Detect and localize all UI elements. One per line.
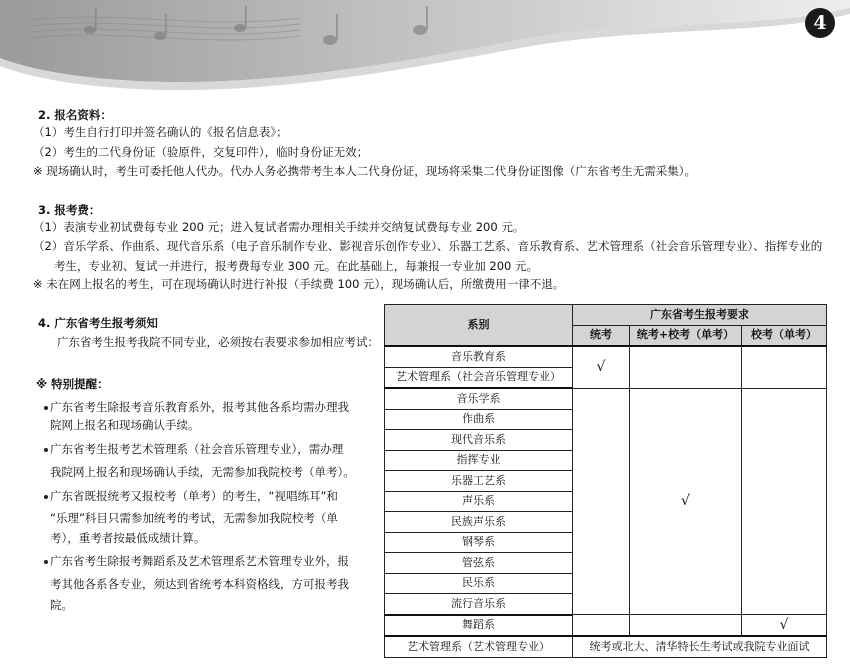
section-4-intro: 广东省考生报考我院不同专业，必须按右表要求参加相应考试： — [57, 335, 379, 349]
department-cell: 艺术管理系（社会音乐管理专业） — [385, 367, 573, 388]
bullet-icon — [44, 448, 48, 452]
department-cell: 指挥专业 — [385, 450, 573, 471]
section-2-note: ※ 现场确认时，考生可委托他人代办。代办人务必携带考生本人二代身份证，现场将采集二代身份证图像（广东省考生无需采集）。 — [33, 164, 697, 178]
section-3-line: 考生，专业初、复试一并进行，报考费每专业 300 元。在此基础上，每兼报一专业加 200 元。 — [54, 259, 539, 273]
reminder-item: 广东省考生报考艺术管理系（社会音乐管理专业），需办理 — [50, 442, 344, 456]
section-3-note: ※ 未在网上报名的考生，可在现场确认时进行补报（手续费 100 元），现场确认后，所缴费用一律不退。 — [33, 277, 565, 291]
department-cell: 钢琴系 — [385, 532, 573, 553]
header-unified-plus-school: 统考+校考（单考） — [630, 325, 742, 346]
reminder-item: 广东省既报统考又报校考（单考）的考生，“视唱练耳”和 — [50, 489, 338, 503]
section-2-line: （1）考生自行打印并签名确认的《报名信息表》； — [33, 125, 288, 139]
department-cell: 作曲系 — [385, 409, 573, 430]
check-mark: √ — [742, 615, 827, 637]
empty-cell — [573, 388, 630, 615]
requirement-text: 统考或北大、清华特长生考试或我院专业面试 — [573, 636, 827, 657]
check-mark: √ — [630, 388, 742, 615]
empty-cell — [630, 615, 742, 637]
empty-cell — [742, 346, 827, 388]
section-4-title: 4. 广东省考生报考须知 — [38, 316, 158, 330]
department-cell: 舞蹈系 — [385, 615, 573, 637]
department-cell: 音乐学系 — [385, 388, 573, 409]
department-cell: 流行音乐系 — [385, 594, 573, 615]
header-school-exam: 校考（单考） — [742, 325, 827, 346]
department-cell: 民乐系 — [385, 573, 573, 594]
department-cell: 管弦系 — [385, 553, 573, 574]
reminder-item: 广东省考生除报考舞蹈系及艺术管理系艺术管理专业外，报 — [50, 554, 349, 568]
department-cell: 民族声乐系 — [385, 512, 573, 533]
header-department: 系别 — [385, 305, 573, 347]
requirements-table — [384, 304, 827, 658]
department-cell: 艺术管理系（艺术管理专业） — [385, 636, 573, 657]
department-cell: 乐器工艺系 — [385, 471, 573, 492]
section-3-line: （2）音乐学系、作曲系、现代音乐系（电子音乐制作专业、影视音乐创作专业）、乐器工艺系、音乐教育系、艺术管理系（社会音乐管理专业）、指挥专业的 — [33, 239, 823, 253]
reminder-item: 院。 — [50, 598, 73, 612]
empty-cell — [573, 615, 630, 637]
header-banner — [0, 0, 850, 95]
page-number: 4 — [805, 8, 835, 38]
bullet-icon — [44, 560, 48, 564]
section-3-title: 3. 报考费： — [38, 203, 101, 217]
reminder-item: 考），重考者按最低成绩计算。 — [50, 531, 206, 545]
header-requirements: 广东省考生报考要求 — [573, 305, 827, 326]
reminder-title: ※ 特别提醒： — [36, 377, 109, 391]
department-cell: 音乐教育系 — [385, 346, 573, 367]
department-cell: 声乐系 — [385, 491, 573, 512]
empty-cell — [742, 388, 827, 615]
reminder-item: 广东省考生除报考音乐教育系外，报考其他各系均需办理我 — [50, 400, 349, 414]
empty-cell — [630, 346, 742, 388]
header-unified-exam: 统考 — [573, 325, 630, 346]
reminder-item: “乐理”科目只需参加统考的考试，无需参加我院校考（单 — [50, 511, 338, 525]
reminder-item: 考其他各系各专业，须达到省统考本科资格线，方可报考我 — [50, 577, 349, 591]
section-2-line: （2）考生的二代身份证（验原件，交复印件），临时身份证无效； — [33, 145, 369, 159]
reminder-item: 院网上报名和现场确认手续。 — [50, 418, 200, 432]
department-cell: 现代音乐系 — [385, 430, 573, 451]
section-3-line: （1）表演专业初试费每专业 200 元；进入复试者需办理相关手续并交纳复试费每专业 200 元。 — [33, 220, 525, 234]
section-2-title: 2. 报名资料： — [38, 108, 112, 122]
check-mark: √ — [573, 346, 630, 388]
bullet-icon — [44, 495, 48, 499]
reminder-item: 我院网上报名和现场确认手续，无需参加我院校考（单考）。 — [50, 465, 355, 479]
bullet-icon — [44, 406, 48, 410]
